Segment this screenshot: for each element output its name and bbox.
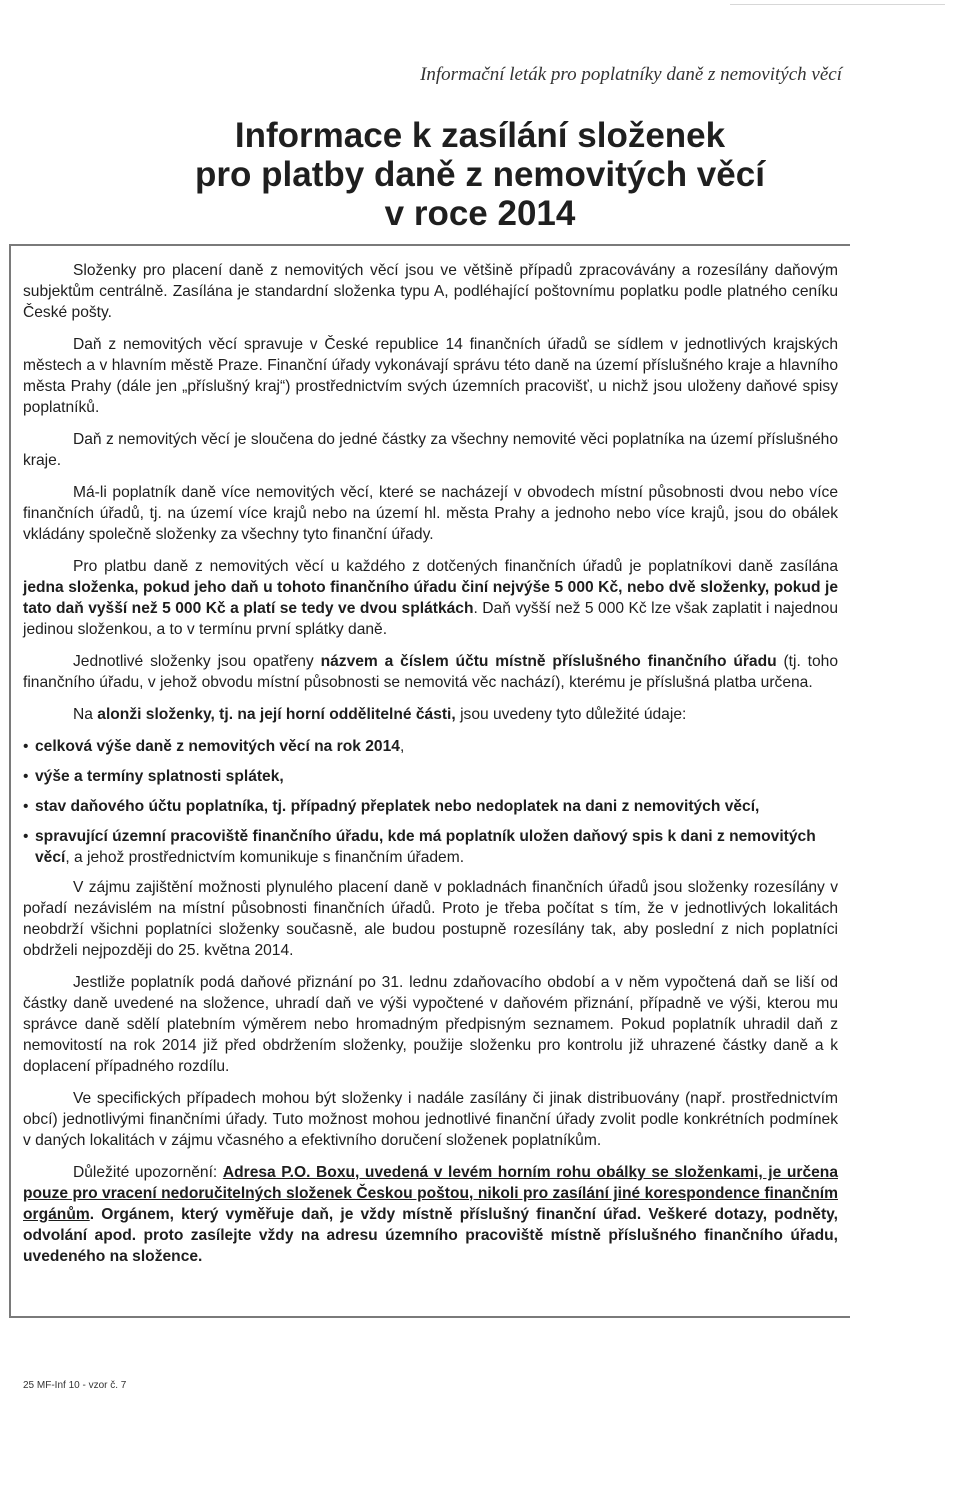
form-code: 25 MF-Inf 10 - vzor č. 7 <box>23 1380 127 1391</box>
payment-rule: jedna složenka, pokud jeho daň u tohoto finančního úřadu činí nejvýše 5 000 Kč, nebo dvě složenky, pokud je tato daň vyšší než 5 000 Kč a platí se tedy ve dvou splátkách <box>23 579 838 617</box>
stub-details-list <box>23 736 838 868</box>
paragraph-2: Daň z nemovitých věcí spravuje v České republice 14 finančních úřadů se sídlem v jednotlivých krajských městech a v hlavním městě Praze. Finanční úřady vykonávají správu této daně na území příslušného kraje a hlavního města Prahy (dále jen „příslušný kraj“) prostřednictvím svých územních pracovišť, u nichž jsou uloženy daňové spisy poplatníků. <box>23 336 838 416</box>
paragraph-7: Na alonži složenky, tj. na její horní oddělitelné části, jsou uvedeny tyto důležité údaje: <box>73 706 687 723</box>
important-notice: . Orgánem, který vyměřuje daň, je vždy místně příslušný finanční úřad. Veškeré dotazy, podněty, odvolání apod. proto zasílejte vždy na adresu územního pracoviště místně příslušného finančního úřadu, uvedeného na složence. <box>23 1206 838 1265</box>
po-box-notice: Adresa P.O. Boxu, uvedená v levém horním rohu obálky se složenkami, je určena pouze pro vracení nedoručitelných složenek Českou poštou, nikoli pro zasílání jiné korespondence finančním orgánům <box>23 1164 838 1223</box>
list-item: • stav daňového účtu poplatníka, tj. případný přeplatek nebo nedoplatek na dani z nemovitých věcí, <box>23 796 838 817</box>
paragraph-3: Daň z nemovitých věcí je sloučena do jedné částky za všechny nemovité věci poplatníka na území příslušného kraje. <box>23 431 838 469</box>
paragraph-9: Jestliže poplatník podá daňové přiznání po 31. lednu zdaňovacího období a v něm vypočtená daň se liší od částky daně uvedené na složence, uhradí daň ve výši vypočtené v daňovém přiznání, případně ve výši, kterou mu správce daně sdělí platebním výměrem nebo hromadným předpisným seznamem. Pokud poplatník uhradil daň z nemovitostí na rok 2014 již před obdržením složenky, použije složenku pro kontrolu již uhrazené částky daně a k doplacení případného rozdílu. <box>23 974 838 1075</box>
title-line-2: pro platby daně z nemovitých věcí <box>195 155 765 194</box>
list-item: • výše a termíny splatnosti splátek, <box>23 766 838 787</box>
account-info-note: názvem a číslem účtu místně příslušného finančního úřadu <box>320 653 777 670</box>
paragraph-5: Pro platbu daně z nemovitých věcí u každého z dotčených finančních úřadů je poplatníkovi daně zasílána jedna složenka, pokud jeho daň u tohoto finančního úřadu činí nejvýše 5 000 Kč, nebo dvě složenky, pokud je tato daň vyšší než 5 000 Kč a platí se tedy ve dvou splátkách. Daň vyšší než 5 000 Kč lze však zaplatit i najednou jedinou složenkou, a to v termínu první splátky daně. <box>23 558 839 638</box>
paragraph-11: Důležité upozornění: Adresa P.O. Boxu, uvedená v levém horním rohu obálky se složenkami, je určena pouze pro vracení nedoručitelných složenek Českou poštou, nikoli pro zasílání jiné korespondence finančním orgánům. Orgánem, který vyměřuje daň, je vždy místně příslušný finanční úřad. Veškeré dotazy, podněty, odvolání apod. proto zasílejte vždy na adresu územního pracoviště místně příslušného finančního úřadu, uvedeného na složence. <box>23 1164 838 1265</box>
list-item: • spravující územní pracoviště finančního úřadu, kde má poplatník uložen daňový spis k dani z nemovitých věcí, a jehož prostřednictvím komunikuje s finančním úřadem. <box>23 826 838 868</box>
paragraph-10: Ve specifických případech mohou být složenky i nadále zasílány či jinak distribuovány (např. prostřednictvím obcí) jednotlivými finančními úřady. Tuto možnost mohou jednotlivé finanční úřady zvolit podle konkrétních podmínek v daných lokalitách v zájmu včasného a efektivního doručení složenek poplatníkům. <box>23 1090 838 1149</box>
paragraph-1: Složenky pro placení daně z nemovitých věcí jsou ve většině případů zpracovávány a rozesílány daňovým subjektům centrálně. Zasílána je standardní složenka typu A, podléhající poštovnímu poplatku podle platného ceníku České pošty. <box>23 262 838 321</box>
stub-note: alonži složenky, tj. na její horní oddělitelné části, <box>97 706 456 723</box>
body-text <box>23 260 838 1278</box>
title-line-3: v roce 2014 <box>384 194 576 233</box>
paragraph-6: Jednotlivé složenky jsou opatřeny názvem a číslem účtu místně příslušného finančního úřadu (tj. toho finančního úřadu, v jehož obvodu místní působnosti se nemovitá věc nachází), kterému je příslušná platba určena. <box>23 653 839 691</box>
leaflet-header: Informační leták pro poplatníky daně z nemovitých věcí <box>420 64 842 85</box>
paragraph-4: Má-li poplatník daně více nemovitých věcí, které se nacházejí v obvodech místní působnosti dvou nebo více finančních úřadů, tj. na území více krajů nebo na území hl. města Prahy a jednoho nebo více krajů, jsou do obálek vkládány společně složenky za všechny tyto finanční úřady. <box>23 484 838 543</box>
paragraph-8: V zájmu zajištění možnosti plynulého placení daně v pokladnách finančních úřadů jsou složenky rozesílány v pořadí nezávislém na místní působnosti finančních úřadů. Proto je třeba počítat s tím, že v jednotlivých lokalitách neobdrží všichni poplatníci složenky současně, ale budou postupně rozesílány tak, aby poslední z nich poplatníci obdrželi nejpozději do 25. května 2014. <box>23 879 838 959</box>
page-title <box>0 116 960 233</box>
scan-edge-line <box>730 4 945 5</box>
title-line-1: Informace k zasílání složenek <box>234 116 726 155</box>
list-item: • celková výše daně z nemovitých věcí na rok 2014, <box>23 736 838 757</box>
